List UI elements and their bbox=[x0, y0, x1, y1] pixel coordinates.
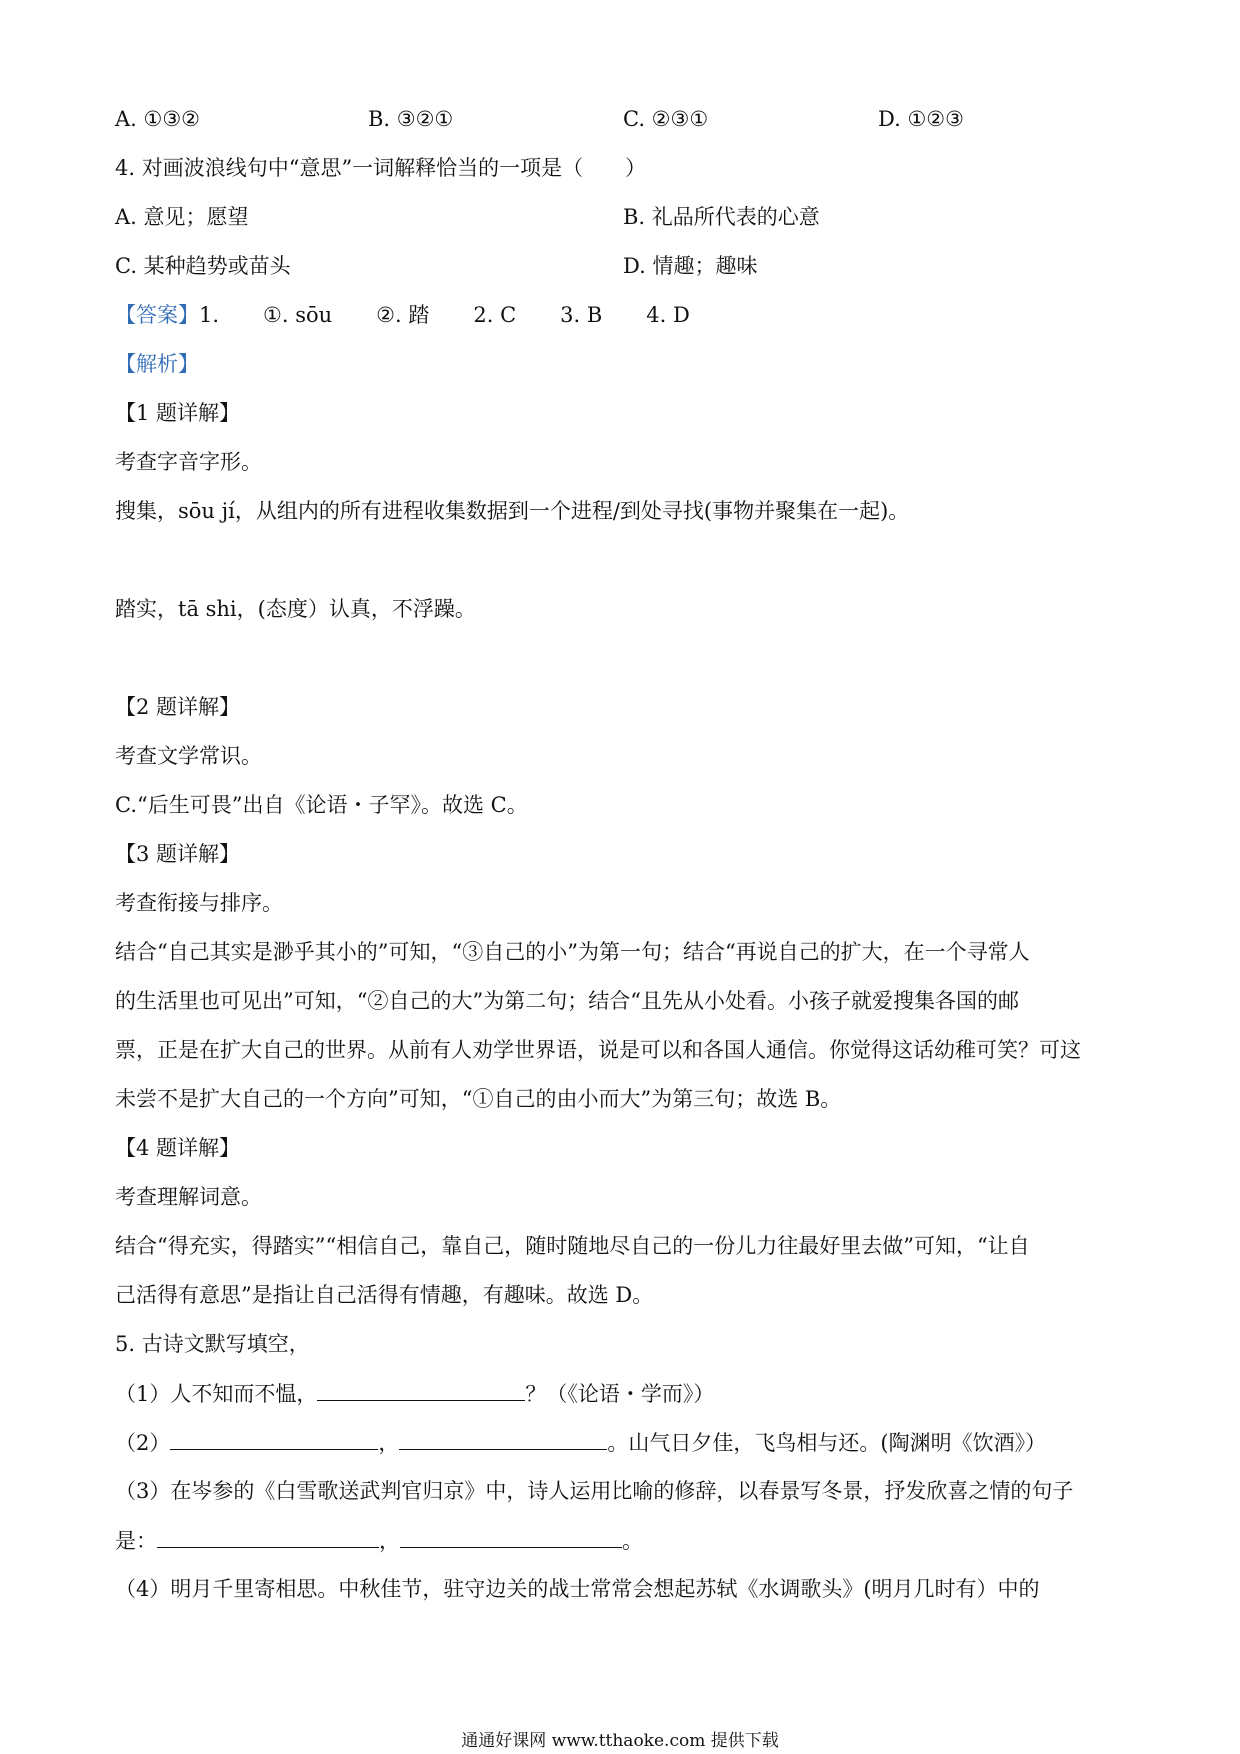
q5-item-2-comma: ， bbox=[378, 1431, 400, 1455]
detail-4-heading: 【4 题详解】 bbox=[115, 1136, 241, 1160]
detail-1-line: 搜集，sōu jí，从组内的所有进程收集数据到一个进程/到处寻找(事物并聚集在一起)。 bbox=[115, 499, 910, 523]
q3-option-b: B. ③②① bbox=[368, 107, 454, 131]
answer-item: 4. D bbox=[646, 303, 690, 327]
detail-1-line: 踏实，tā shi，(态度）认真，不浮躁。 bbox=[115, 597, 476, 621]
fill-blank bbox=[157, 1525, 379, 1548]
detail-3-line: 结合“自己其实是渺乎其小的”可知，“③自己的小”为第一句；结合“再说自己的扩大，在一个寻常人 bbox=[115, 940, 1030, 964]
fill-blank bbox=[400, 1525, 622, 1548]
q4-stem: 4. 对画波浪线句中“意思”一词解释恰当的一项是（ ） bbox=[115, 156, 647, 180]
fill-blank bbox=[317, 1378, 525, 1401]
q5-item-3: （3）在岑参的《白雪歌送武判官归京》中，诗人运用比喻的修辞，以春景写冬景，抒发欣喜之情的句子 bbox=[115, 1479, 1074, 1503]
detail-2-topic: 考查文学常识。 bbox=[115, 744, 262, 768]
q5-item-3-period: 。 bbox=[622, 1529, 643, 1553]
q5-item-2-text: 。山气日夕佳，飞鸟相与还。(陶渊明《饮酒》） bbox=[607, 1431, 1047, 1455]
fill-blank bbox=[399, 1427, 607, 1450]
answer-item: ②. 踏 bbox=[376, 303, 430, 327]
q5-stem: 5. 古诗文默写填空， bbox=[115, 1332, 310, 1356]
answer-item: 2. C bbox=[473, 303, 517, 327]
q3-option-c: C. ②③① bbox=[623, 107, 709, 131]
fill-blank bbox=[170, 1427, 378, 1450]
q5-item-2-number: （2） bbox=[115, 1431, 171, 1455]
detail-3-line: 未尝不是扩大自己的一个方向”可知，“①自己的由小而大”为第三句；故选 B。 bbox=[115, 1087, 842, 1111]
detail-2-heading: 【2 题详解】 bbox=[115, 695, 241, 719]
analysis-label: 【解析】 bbox=[115, 352, 199, 376]
detail-4-line: 己活得有意思”是指让自己活得有情趣，有趣味。故选 D。 bbox=[115, 1283, 654, 1307]
q5-item-3-answer bbox=[115, 1525, 643, 1556]
q4-option-b: B. 礼品所代表的心意 bbox=[623, 205, 820, 229]
answer-label: 【答案】 bbox=[115, 303, 199, 327]
q4-option-d: D. 情趣；趣味 bbox=[623, 254, 758, 278]
answer-item: 1. bbox=[199, 303, 220, 327]
detail-1-heading: 【1 题详解】 bbox=[115, 401, 241, 425]
q5-item-4: （4）明月千里寄相思。中秋佳节，驻守边关的战士常常会想起苏轼《水调歌头》(明月几时有）中的 bbox=[115, 1577, 1040, 1601]
q5-item-2 bbox=[115, 1427, 1046, 1458]
q5-item-3-prefix: 是： bbox=[115, 1529, 157, 1553]
page-footer: 通通好课网 www.tthaoke.com 提供下载 bbox=[461, 1731, 779, 1751]
q4-option-a: A. 意见；愿望 bbox=[115, 205, 249, 229]
detail-1-topic: 考查字音字形。 bbox=[115, 450, 262, 474]
detail-3-line: 票，正是在扩大自己的世界。从前有人劝学世界语，说是可以和各国人通信。你觉得这话幼稚可笑？可这 bbox=[115, 1038, 1081, 1062]
q4-option-c: C. 某种趋势或苗头 bbox=[115, 254, 291, 278]
q5-item-3-comma: ， bbox=[379, 1529, 400, 1553]
detail-4-topic: 考查理解词意。 bbox=[115, 1185, 262, 1209]
q5-item-1-text: （1）人不知而不愠， bbox=[115, 1382, 318, 1406]
detail-3-heading: 【3 题详解】 bbox=[115, 842, 241, 866]
answer-item: ①. sōu bbox=[263, 303, 333, 327]
q5-item-1-source: ？（《论语・学而》） bbox=[525, 1382, 715, 1406]
detail-4-line: 结合“得充实，得踏实”“相信自己，靠自己，随时随地尽自己的一份儿力往最好里去做”可知，“让自 bbox=[115, 1234, 1030, 1258]
detail-2-line: C.“后生可畏”出自《论语・子罕》。故选 C。 bbox=[115, 793, 528, 817]
q3-option-a: A. ①③② bbox=[115, 107, 200, 131]
q5-item-1 bbox=[115, 1378, 714, 1409]
answer-line bbox=[115, 300, 690, 330]
answer-item: 3. B bbox=[560, 303, 603, 327]
detail-3-line: 的生活里也可见出”可知，“②自己的大”为第二句；结合“且先从小处看。小孩子就爱搜集各国的邮 bbox=[115, 989, 1019, 1013]
q3-option-d: D. ①②③ bbox=[878, 107, 964, 131]
detail-3-topic: 考查衔接与排序。 bbox=[115, 891, 283, 915]
